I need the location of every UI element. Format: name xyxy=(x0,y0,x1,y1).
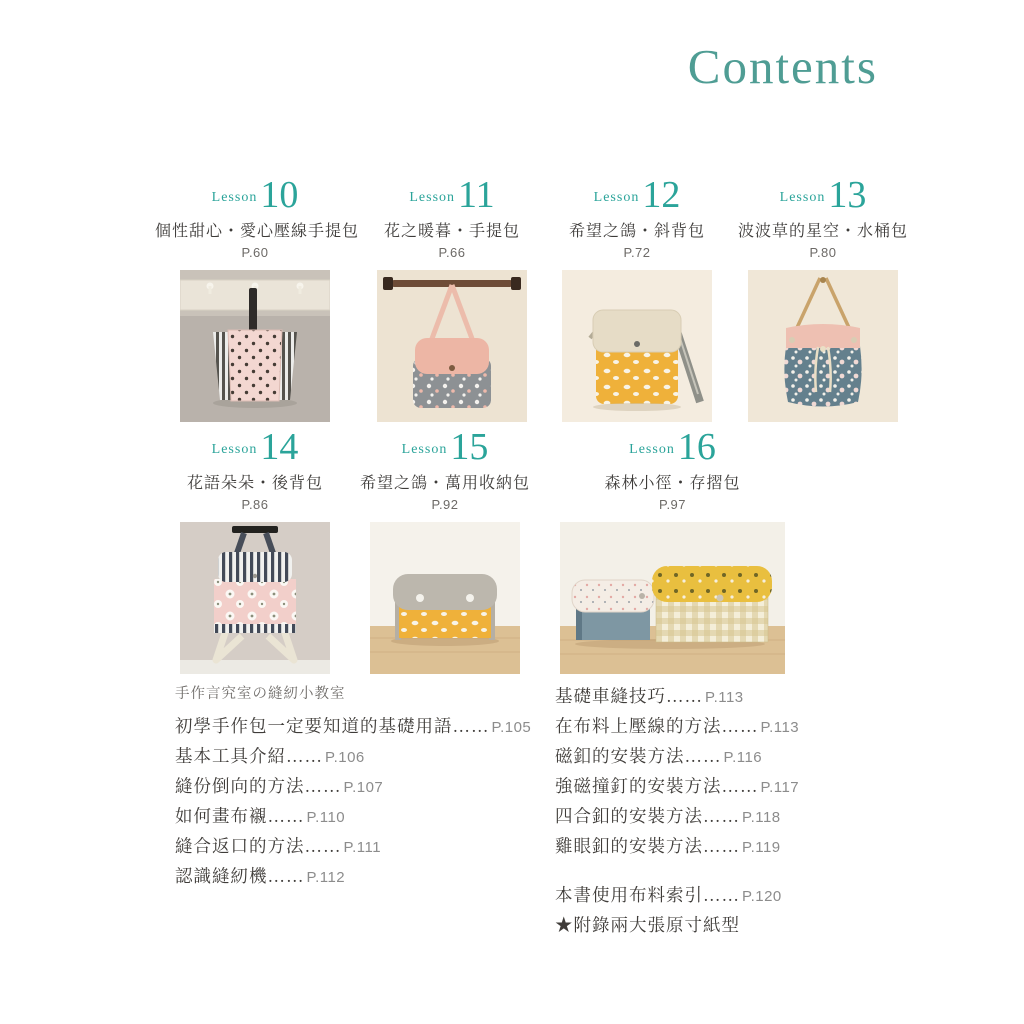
note-text: 認識縫紉機…… xyxy=(175,866,305,886)
note-item xyxy=(555,832,915,862)
note-page: P.113 xyxy=(760,719,800,736)
lesson-title: 花之暖暮・手提包 xyxy=(383,223,520,240)
lesson-number: 15 xyxy=(450,426,489,468)
lesson-page-number: P.86 xyxy=(241,497,269,512)
lesson-card-15 xyxy=(345,420,545,674)
note-item xyxy=(555,802,915,832)
lesson-title: 個性甜心・愛心壓線手提包 xyxy=(155,223,360,240)
lesson-word: Lesson xyxy=(593,190,640,205)
lesson-page-number: P.97 xyxy=(658,497,687,512)
lesson-10-photo xyxy=(180,270,330,422)
lesson-page-number: P.72 xyxy=(623,245,651,260)
note-page: P.105 xyxy=(491,719,532,736)
lesson-word: Lesson xyxy=(211,442,258,457)
lesson-title: 波波草的星空・水桶包 xyxy=(737,223,908,240)
notes-section-left xyxy=(175,682,535,892)
lesson-title: 希望之鴿・萬用收納包 xyxy=(359,475,530,492)
lesson-card-11 xyxy=(352,168,552,422)
note-text: 在布料上壓線的方法…… xyxy=(555,716,759,736)
note-page: P.120 xyxy=(742,888,782,905)
lesson-11-photo xyxy=(377,270,527,422)
lesson-heading xyxy=(345,420,545,466)
lesson-word: Lesson xyxy=(401,442,448,457)
lesson-page-number: P.66 xyxy=(438,245,466,260)
lesson-number: 10 xyxy=(260,174,299,216)
lesson-word: Lesson xyxy=(779,190,826,205)
page-title: Contents xyxy=(687,39,878,94)
note-item xyxy=(555,712,915,742)
lesson-page-number: P.60 xyxy=(241,245,269,260)
lesson-title: 森林小徑・存摺包 xyxy=(604,475,741,492)
note-item xyxy=(175,832,535,862)
lesson-number: 14 xyxy=(260,426,299,468)
note-text: 四合釦的安裝方法…… xyxy=(555,806,740,826)
note-item xyxy=(175,772,535,802)
lesson-word: Lesson xyxy=(409,190,456,205)
lesson-title: 花語朵朵・後背包 xyxy=(186,475,323,492)
notes-header: 手作言究室の縫紉小教室 xyxy=(175,686,346,702)
lesson-heading xyxy=(155,168,355,214)
lesson-title: 希望之鴿・斜背包 xyxy=(568,223,705,240)
lesson-card-10 xyxy=(155,168,360,422)
note-page: P.113 xyxy=(705,689,744,706)
note-text: 縫合返口的方法…… xyxy=(175,836,342,856)
note-page: P.107 xyxy=(343,779,384,796)
lesson-16-photo xyxy=(560,522,785,674)
lesson-word: Lesson xyxy=(211,190,258,205)
note-page: P.110 xyxy=(306,809,346,826)
note-page: P.111 xyxy=(343,839,382,856)
note-text: 如何畫布襯…… xyxy=(175,806,305,826)
note-text: 基本工具介紹…… xyxy=(175,746,323,766)
note-item xyxy=(555,772,915,802)
lesson-card-13 xyxy=(723,168,923,422)
lesson-12-photo xyxy=(562,270,712,422)
lesson-word: Lesson xyxy=(629,442,675,457)
lesson-card-12 xyxy=(537,168,737,422)
lesson-number: 11 xyxy=(458,174,495,216)
note-page: P.117 xyxy=(760,779,800,796)
note-item xyxy=(175,802,535,832)
note-item xyxy=(555,682,915,712)
note-page: P.106 xyxy=(325,749,365,766)
note-item xyxy=(175,742,535,772)
spacer xyxy=(555,862,915,881)
lesson-number: 16 xyxy=(677,426,716,468)
lesson-number: 13 xyxy=(828,174,867,216)
note-item xyxy=(555,881,915,911)
lesson-page-number: P.92 xyxy=(431,497,459,512)
note-text: 強磁撞釘的安裝方法…… xyxy=(555,776,759,796)
note-item xyxy=(175,862,535,892)
note-text: 初學手作包一定要知道的基礎用語…… xyxy=(175,716,490,736)
lesson-number: 12 xyxy=(642,174,681,216)
lesson-card-16 xyxy=(550,420,795,674)
note-text: ★附錄兩大張原寸紙型 xyxy=(555,915,740,935)
lesson-card-14 xyxy=(155,420,355,674)
note-text: 磁釦的安裝方法…… xyxy=(555,746,722,766)
note-page: P.118 xyxy=(742,809,781,826)
note-text: 基礎車縫技巧…… xyxy=(555,686,703,706)
note-item xyxy=(555,742,915,772)
lesson-heading xyxy=(537,168,737,214)
lesson-page-number: P.80 xyxy=(809,245,837,260)
note-page: P.116 xyxy=(723,749,763,766)
note-text: 縫份倒向的方法…… xyxy=(175,776,342,796)
note-text: 本書使用布料索引…… xyxy=(555,885,740,905)
notes-section-right xyxy=(555,682,915,940)
lesson-heading xyxy=(723,168,923,214)
lesson-heading xyxy=(352,168,552,214)
note-page: P.119 xyxy=(742,839,781,856)
lesson-heading xyxy=(155,420,355,466)
note-item-appendix xyxy=(555,911,915,940)
lesson-14-photo xyxy=(180,522,330,674)
lesson-15-photo xyxy=(370,522,520,674)
note-page: P.112 xyxy=(306,869,346,886)
note-item xyxy=(175,712,535,742)
lesson-heading xyxy=(550,420,795,466)
note-text: 雞眼釦的安裝方法…… xyxy=(555,836,740,856)
lesson-13-photo xyxy=(748,270,898,422)
